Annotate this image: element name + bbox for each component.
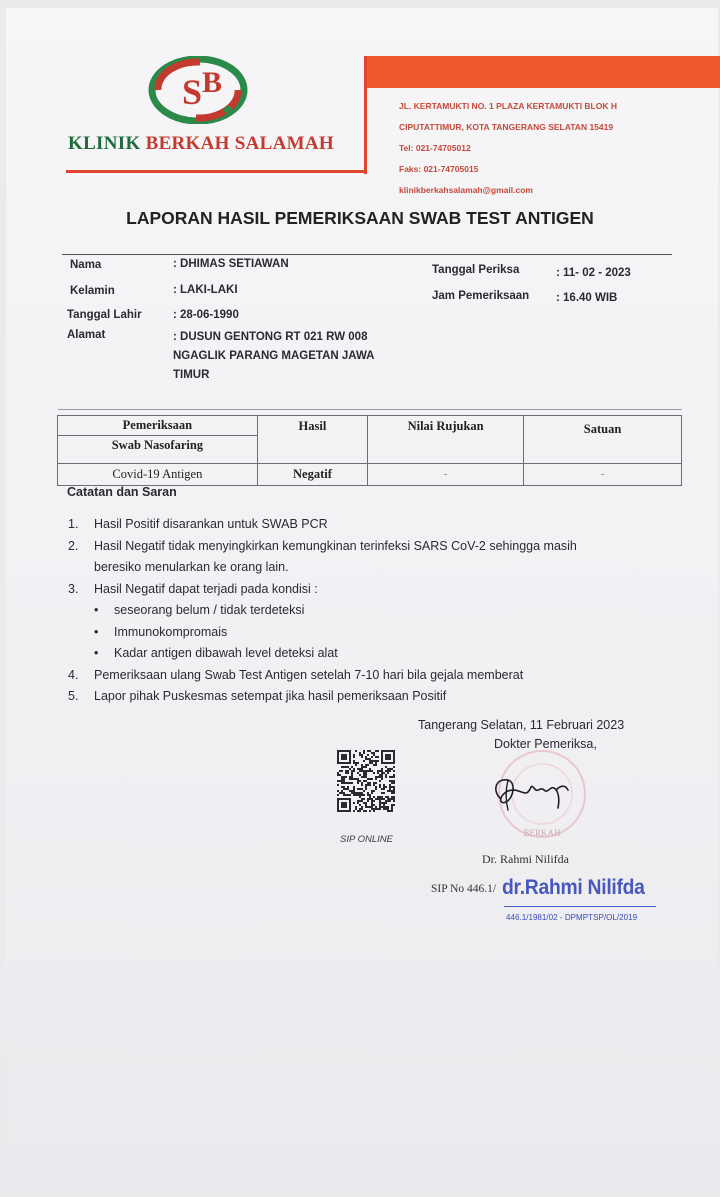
list-item-continuation: beresiko menularkan ke orang lain. [94, 560, 289, 574]
dob-label: Tanggal Lahir [67, 309, 142, 321]
notes-list [68, 514, 577, 708]
clinic-name-part1: KLINIK [68, 133, 146, 154]
col-exam-header: Pemeriksaan [58, 416, 258, 436]
patient-bottom-rule [58, 409, 682, 410]
row-result-cell: Negatif [257, 464, 367, 486]
bullet-item: • Kadar antigen dibawah level deteksi alat [94, 646, 338, 660]
address-value [173, 328, 374, 385]
list-item: 5. Lapor pihak Puskesmas setempat jika hasil pemeriksaan Positif [68, 689, 447, 703]
address-line: TIMUR [173, 369, 210, 381]
bullet-item: • Immunokompromais [94, 624, 228, 639]
sex-label: Kelamin [70, 285, 115, 297]
clinic-phone: Tel: 021-74705012 [399, 143, 471, 153]
clinic-address-line2: CIPUTATTIMUR, KOTA TANGERANG SELATAN 15419 [399, 122, 614, 132]
list-item: 4. Pemeriksaan ulang Swab Test Antigen setelah 7-10 hari bila gejala memberat [68, 667, 524, 682]
clinic-contact [399, 96, 617, 201]
address-line: : DUSUN GENTONG RT 021 RW 008 [173, 331, 368, 343]
col-exam-subheader: Swab Nasofaring [58, 436, 258, 464]
header-divider [364, 56, 367, 174]
dob-value: : 28-06-1990 [173, 309, 239, 321]
header-red-rule [66, 170, 366, 173]
row-unit-cell: - [524, 464, 682, 486]
exam-date-label: Tanggal Periksa [432, 264, 520, 276]
name-label: Nama [70, 259, 102, 271]
clinic-name-part2: BERKAH SALAMAH [145, 133, 335, 154]
result-table [57, 415, 682, 486]
stamp-underline [504, 906, 656, 907]
name-value: : DHIMAS SETIAWAN [173, 258, 289, 270]
handwritten-signature-icon [486, 768, 578, 818]
doctor-stamp-number: 446.1/1981/02 - DPMPTSP/OL/2019 [506, 912, 638, 922]
exam-time-label: Jam Pemeriksaan [432, 290, 530, 302]
row-exam-cell: Covid-19 Antigen [58, 464, 258, 486]
report-title: LAPORAN HASIL PEMERIKSAAN SWAB TEST ANTIGEN [126, 208, 594, 228]
col-unit-header: Satuan [524, 416, 682, 464]
exam-date-value: : 11- 02 - 2023 [556, 267, 631, 279]
place-date: Tangerang Selatan, 11 Februari 2023 [418, 718, 625, 732]
address-line: NGAGLIK PARANG MAGETAN JAWA [173, 350, 375, 362]
svg-text:S: S [182, 72, 203, 112]
doctor-role: Dokter Pemeriksa, [494, 737, 597, 751]
qr-code-icon [337, 750, 395, 812]
svg-text:B: B [202, 66, 223, 99]
header-orange-band [366, 56, 720, 88]
clinic-email: klinikberkahsalamah@gmail.com [399, 185, 533, 195]
doctor-stamp-name: dr.Rahmi Nilifda [502, 876, 645, 899]
bullet-item: • seseorang belum / tidak terdeteksi [94, 603, 305, 617]
col-reference-header: Nilai Rujukan [368, 416, 524, 464]
clinic-logo-icon [148, 56, 248, 124]
sex-value: : LAKI-LAKI [173, 284, 238, 296]
notes-title: Catatan dan Saran [67, 485, 177, 499]
col-result-header: Hasil [257, 416, 367, 464]
exam-time-value: : 16.40 WIB [556, 292, 618, 304]
doctor-name: Dr. Rahmi Nilifda [482, 852, 569, 866]
list-item: 1. Hasil Positif disarankan untuk SWAB PCR [68, 517, 328, 531]
list-item: 3. Hasil Negatif dapat terjadi pada kondisi : [68, 581, 318, 596]
address-label: Alamat [67, 329, 106, 341]
clinic-name [68, 133, 334, 155]
svg-text:BERKAH: BERKAH [523, 828, 561, 838]
list-item: 2. Hasil Negatif tidak menyingkirkan kemungkinan terinfeksi SARS CoV-2 sehingga masih [68, 538, 577, 553]
sip-online-label: SIP ONLINE [340, 834, 393, 845]
row-reference-cell: - [368, 464, 524, 486]
patient-top-rule [62, 254, 672, 255]
sip-number: SIP No 446.1/ [431, 883, 497, 895]
clinic-address-line1: JL. KERTAMUKTI NO. 1 PLAZA KERTAMUKTI BLOK H [399, 101, 617, 111]
clinic-fax: Faks: 021-74705015 [399, 164, 479, 174]
